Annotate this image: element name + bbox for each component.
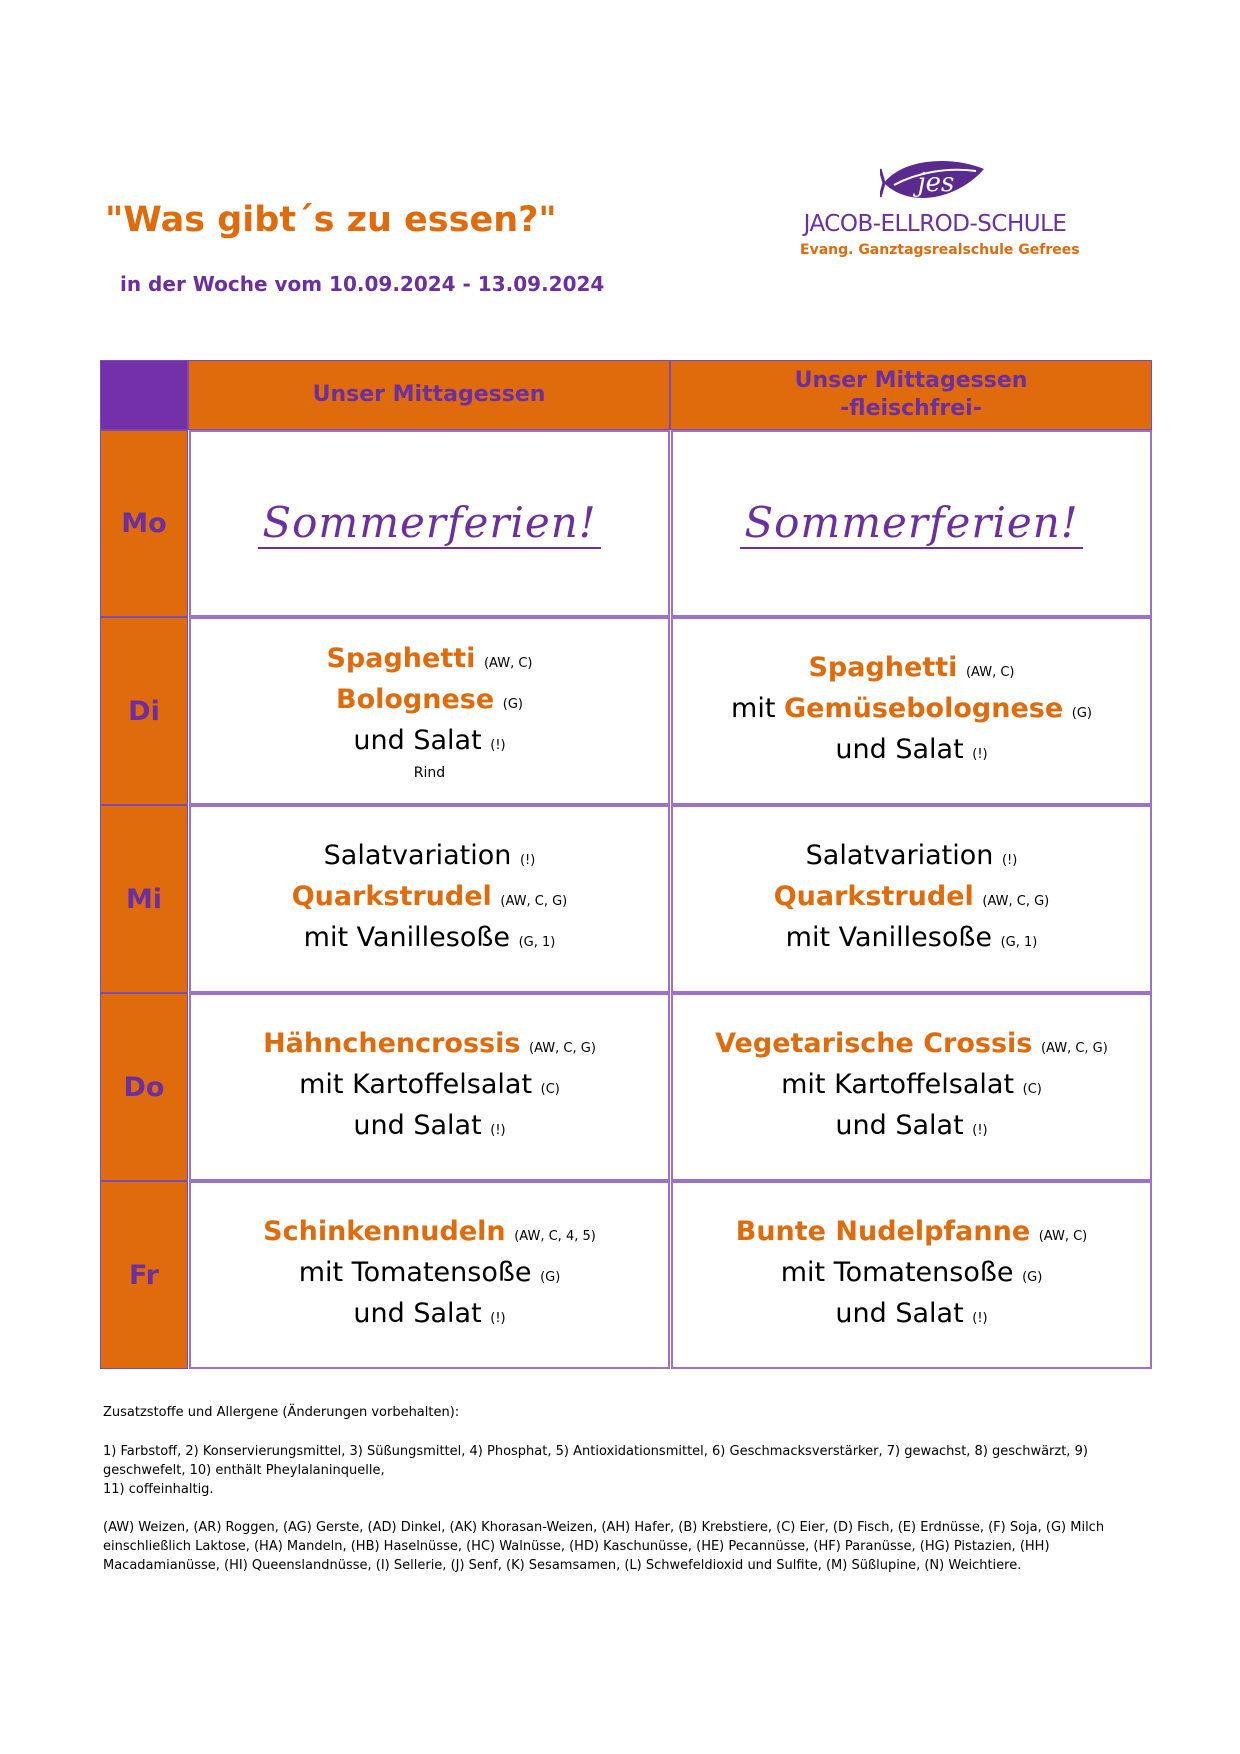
menu-line: Vegetarische Crossis (AW, C, G) xyxy=(715,1027,1108,1059)
menu-line: mit Vanillesoße (G, 1) xyxy=(785,921,1038,953)
menu-line: und Salat (!) xyxy=(835,1109,988,1141)
menu-line: und Salat (!) xyxy=(353,1109,506,1141)
menu-line: Schinkennudeln (AW, C, 4, 5) xyxy=(263,1215,596,1247)
menu-line: Quarkstrudel (AW, C, G) xyxy=(773,880,1050,912)
menu-line: und Salat (!) xyxy=(353,724,506,756)
menu-cell-do-regular xyxy=(189,993,670,1181)
legend-allergens: (AW) Weizen, (AR) Roggen, (AG) Gerste, (AD) Dinkel, (AK) Khorasan-Weizen, (AH) Hafer, (B) Krebstiere, (C) Eier, (D) Fisch, (E) Erdnüsse, (F) Soja, (G) Milch einschließlich Laktose, (HA) Mandeln, (HB) Haselnüsse, (HC) Walnüsse, (HD) Kaschunüsse, (HE) Pecannüsse, (HF) Paranüsse, (HG) Pistazien, (HH) Macadamianüsse, (HI) Queenslandnüsse, (I) Sellerie, (J) Senf, (K) Sesamsamen, (L) Schwefeldioxid und Sulfite, (M) Süßlupine, (N) Weichtiere. xyxy=(103,1520,1105,1573)
column-header-meatfree xyxy=(670,360,1152,430)
menu-line: mit Tomatensoße (G) xyxy=(780,1256,1043,1288)
menu-line: Quarkstrudel (AW, C, G) xyxy=(291,880,568,912)
day-label-mo: Mo xyxy=(100,430,188,617)
menu-cell-mi-meatfree xyxy=(671,805,1152,993)
menu-cell-fr-meatfree xyxy=(671,1181,1152,1369)
menu-table xyxy=(100,360,1152,1377)
day-label-di: Di xyxy=(100,617,188,805)
menu-line: und Salat (!) xyxy=(353,1297,506,1329)
menu-cell-do-meatfree xyxy=(671,993,1152,1181)
menu-line: Salatvariation (!) xyxy=(323,839,536,871)
holiday-text: Sommerferien! xyxy=(740,498,1082,549)
menu-line: mit Kartoffelsalat (C) xyxy=(299,1068,560,1100)
menu-line: Bunte Nudelpfanne (AW, C) xyxy=(735,1215,1088,1247)
legend-heading: Zusatzstoffe und Allergene (Änderungen vorbehalten): xyxy=(103,1405,460,1420)
page-title: "Was gibt´s zu essen?" xyxy=(105,200,557,240)
column-header-meatfree-line2: -fleischfrei- xyxy=(840,396,982,421)
menu-cell-di-regular xyxy=(189,617,670,805)
legend-additives-line2: 11) coffeinhaltig. xyxy=(103,1482,214,1497)
column-header-regular xyxy=(188,360,670,430)
day-label-do: Do xyxy=(100,993,188,1181)
holiday-text: Sommerferien! xyxy=(258,498,600,549)
legend-additives-line1: 1) Farbstoff, 2) Konservierungsmittel, 3) Süßungsmittel, 4) Phosphat, 5) Antioxidationsmittel, 6) Geschmacksverstärker, 7) gewachst, 8) geschwärzt, 9) geschwefelt, 10) enthält Pheylalaninquelle, xyxy=(103,1444,1088,1478)
menu-cell-fr-regular xyxy=(189,1181,670,1369)
column-header-meatfree-line1: Unser Mittagessen xyxy=(794,368,1028,393)
menu-line: und Salat (!) xyxy=(835,1297,988,1329)
menu-line: mit Vanillesoße (G, 1) xyxy=(303,921,556,953)
menu-line: mit Kartoffelsalat (C) xyxy=(781,1068,1042,1100)
logo-subtitle: Evang. Ganztagsrealschule Gefrees xyxy=(800,242,1080,258)
menu-cell-di-meatfree xyxy=(671,617,1152,805)
menu-cell-mo-meatfree xyxy=(671,430,1152,617)
menu-cell-mo-regular xyxy=(189,430,670,617)
legend-additives xyxy=(103,1442,1133,1499)
menu-line: Hähnchencrossis (AW, C, G) xyxy=(263,1027,596,1059)
menu-note: Rind xyxy=(413,764,446,781)
header-corner xyxy=(100,360,188,430)
menu-line: Spaghetti (AW, C) xyxy=(326,642,533,674)
logo-mark-text: jes xyxy=(917,168,955,198)
fish-logo-icon xyxy=(880,155,990,209)
column-header-regular-label: Unser Mittagessen xyxy=(312,382,546,407)
menu-line: mit Gemüsebolognese (G) xyxy=(731,692,1092,724)
logo-school-name: JACOB-ELLROD-SCHULE xyxy=(803,211,1067,237)
menu-line: mit Tomatensoße (G) xyxy=(298,1256,561,1288)
menu-line: Spaghetti (AW, C) xyxy=(808,651,1015,683)
school-logo xyxy=(800,155,1080,265)
menu-line: Bolognese (G) xyxy=(336,683,523,715)
menu-line: Salatvariation (!) xyxy=(805,839,1018,871)
menu-line: und Salat (!) xyxy=(835,733,988,765)
week-range: in der Woche vom 10.09.2024 - 13.09.2024 xyxy=(120,272,605,296)
day-label-mi: Mi xyxy=(100,805,188,993)
menu-cell-mi-regular xyxy=(189,805,670,993)
day-label-fr: Fr xyxy=(100,1181,188,1369)
